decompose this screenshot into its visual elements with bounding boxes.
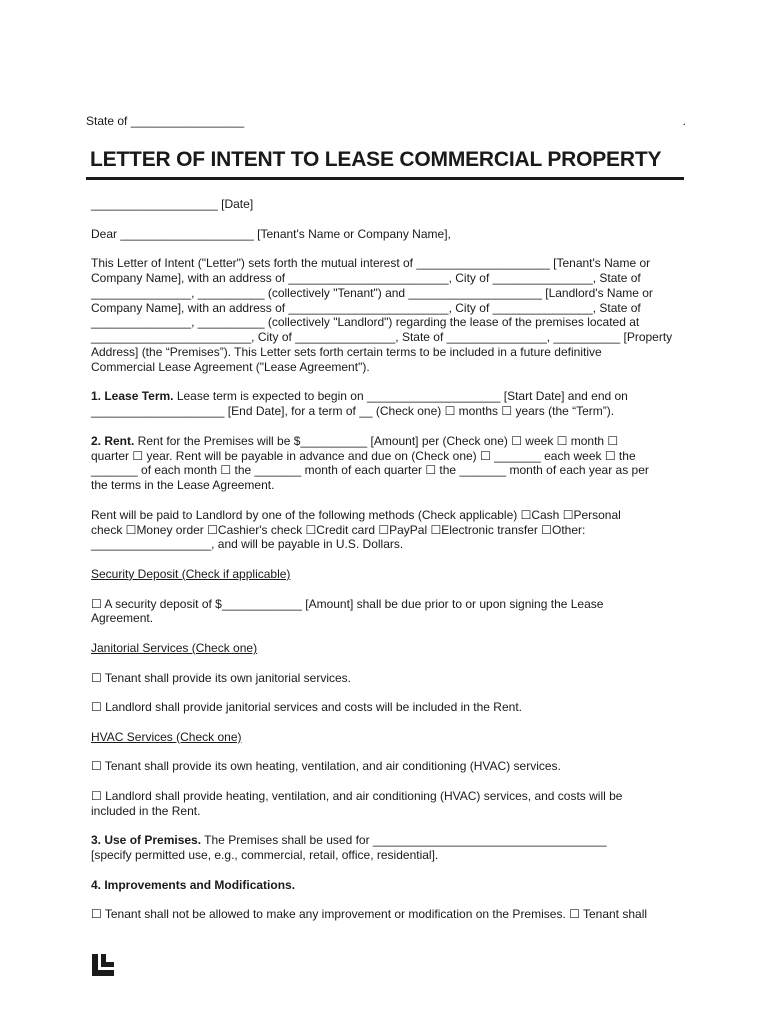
brand-logo-icon — [92, 954, 114, 976]
salutation: Dear ____________________ [Tenant's Name or Company Name], — [91, 226, 451, 241]
state-label: State of _________________ — [86, 114, 245, 128]
improvements-paragraph: ☐ Tenant shall not be allowed to make any improvement or modification on the Premises. ☐ Tenant shall — [91, 907, 648, 922]
payment-paragraph: Rent will be paid to Landlord by one of the following methods (Check applicable) ☐Cash ☐Personal check ☐Money order ☐Cashier's check ☐Credit card ☐PayPal ☐Electronic transfer ☐Other: __________________, and will be payable in U.S. Dollars. — [91, 507, 621, 552]
date-line: ___________________ [Date] — [91, 197, 254, 211]
lease-term-heading: 1. Lease Term. — [91, 389, 174, 404]
rent-heading: 2. Rent. — [91, 433, 135, 448]
document-body — [91, 197, 687, 922]
hvac-heading: HVAC Services (Check one) — [91, 729, 242, 744]
rent-paragraph: 2. Rent. Rent for the Premises will be $__________ [Amount] per (Check one) ☐ week ☐ month ☐ quarter ☐ year. Rent will be payable in advance and due on (Check one) ☐ _______ each week ☐ the _______ of each month ☐ the _______ month of each quarter ☐ the _______ month of each year as per the terms in the Lease Agreement. — [91, 433, 649, 493]
security-deposit-paragraph: ☐ A security deposit of $____________ [Amount] shall be due prior to or upon signing the Lease Agreement. — [91, 596, 604, 626]
lease-term-paragraph: 1. Lease Term. Lease term is expected to begin on ____________________ [Start Date] and end on ____________________ [End Date], for a term of __ (Check one) ☐ months ☐ years (the “Term”). — [91, 389, 628, 419]
janitorial-option-landlord: ☐ Landlord shall provide janitorial services and costs will be included in the Rent. — [91, 700, 522, 715]
security-deposit-heading: Security Deposit (Check if applicable) — [91, 566, 291, 581]
intro-paragraph: This Letter of Intent ("Letter") sets forth the mutual interest of ____________________ [Tenant's Name or Company Name], with an address of ________________________, City of _______________, State of _______________, __________ (collectively "Tenant") and ____________________ [Landlord's Name or Company Name], with an address of ________________________, City of _______________, State of _______________, __________ (collectively "Landlord") regarding the lease of the premises located at ________________________, City of _______________, State of _______________, __________ [Property Address] (the “Premises”). This Letter sets forth certain terms to be included in a future definitive Commercial Lease Agreement ("Lease Agreement"). — [91, 256, 673, 374]
janitorial-heading: Janitorial Services (Check one) — [91, 640, 258, 655]
use-heading: 3. Use of Premises. — [91, 833, 202, 848]
title-divider — [86, 177, 684, 180]
hvac-option-landlord: ☐ Landlord shall provide heating, ventilation, and air conditioning (HVAC) services, and costs will be included in the Rent. — [91, 788, 623, 818]
use-of-premises-paragraph: 3. Use of Premises. The Premises shall be used for ___________________________________ [specify permitted use, e.g., commercial, retail, office, residential]. — [91, 833, 607, 863]
hvac-option-tenant: ☐ Tenant shall provide its own heating, ventilation, and air conditioning (HVAC) services. — [91, 759, 561, 774]
right-mark: . — [682, 114, 686, 128]
state-line — [86, 114, 686, 128]
document-title: LETTER OF INTENT TO LEASE COMMERCIAL PROPERTY — [90, 148, 662, 171]
improvements-heading: 4. Improvements and Modifications. — [91, 877, 296, 892]
janitorial-option-tenant: ☐ Tenant shall provide its own janitorial services. — [91, 670, 351, 685]
